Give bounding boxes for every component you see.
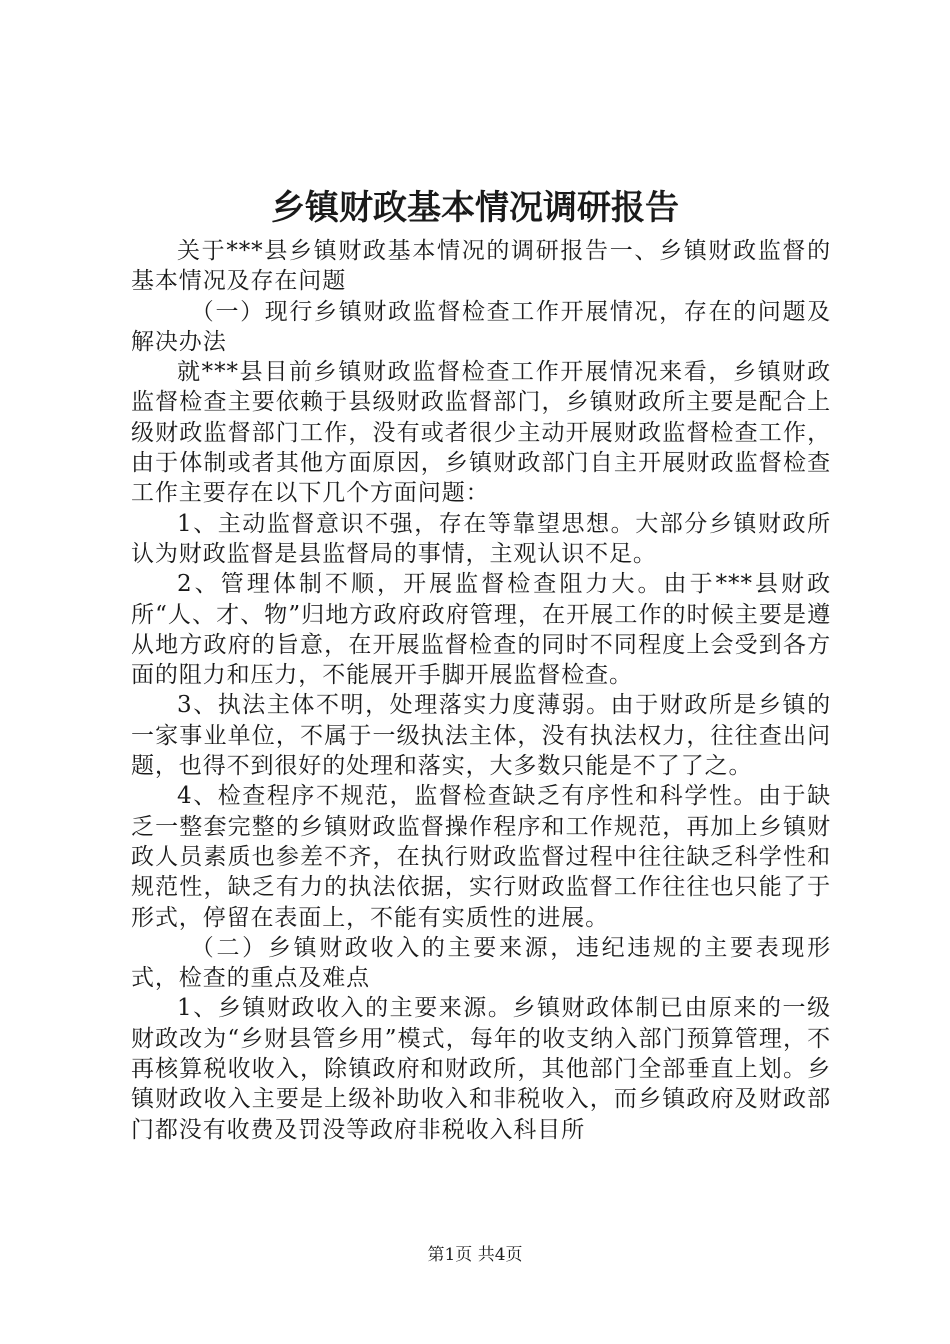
paragraph-item-2: 2、管理体制不顺，开展监督检查阻力大。由于***县财政所“人、才、物”归地方政府政府管理，在开展工作的时候主要是遵从地方政府的旨意，在开展监督检查的同时不同程度上会受到各方面的阻力和压力，不能展开手脚开展监督检查。 bbox=[131, 571, 831, 689]
document-title: 乡镇财政基本情况调研报告 bbox=[271, 188, 679, 228]
paragraph-item-4: 4、检查程序不规范，监督检查缺乏有序性和科学性。由于缺乏一整套完整的乡镇财政监督操作程序和工作规范，再加上乡镇财政人员素质也参差不齐，在执行财政监督过程中往往缺乏科学性和规范性，缺乏有力的执法依据，实行财政监督工作往往也只能了于形式，停留在表面上，不能有实质性的进展。 bbox=[131, 783, 831, 931]
paragraph-item-1: 1、主动监督意识不强，存在等靠望思想。大部分乡镇财政所认为财政监督是县监督局的事情，主观认识不足。 bbox=[131, 510, 831, 567]
page-footer: 第1页 共4页 bbox=[427, 1245, 523, 1265]
paragraph-section-2: （二）乡镇财政收入的主要来源，违纪违规的主要表现形式，检查的重点及难点 bbox=[131, 934, 831, 992]
paragraph-section-1: （一）现行乡镇财政监督检查工作开展情况，存在的问题及解决办法 bbox=[131, 298, 831, 355]
document-body bbox=[131, 236, 831, 1145]
paragraph-intro: 关于***县乡镇财政基本情况的调研报告一、乡镇财政监督的基本情况及存在问题 bbox=[131, 238, 831, 295]
paragraph-item-3: 3、执法主体不明，处理落实力度薄弱。由于财政所是乡镇的一家事业单位，不属于一级执法主体，没有执法权力，往往查出问题，也得不到很好的处理和落实，大多数只能是不了了之。 bbox=[131, 692, 831, 780]
paragraph-overview: 就***县目前乡镇财政监督检查工作开展情况来看，乡镇财政监督检查主要依赖于县级财政监督部门，乡镇财政所主要是配合上级财政监督部门工作，没有或者很少主动开展财政监督检查工作，由于体制或者其他方面原因，乡镇财政部门自主开展财政监督检查工作主要存在以下几个方面问题： bbox=[131, 359, 831, 507]
paragraph-income-sources: 1、乡镇财政收入的主要来源。乡镇财政体制已由原来的一级财政改为“乡财县管乡用”模式，每年的收支纳入部门预算管理，不再核算税收收入，除镇政府和财政所，其他部门全部垂直上划。乡镇财政收入主要是上级补助收入和非税收入，而乡镇政府及财政部门都没有收费及罚没等政府非税收入科目所 bbox=[131, 995, 831, 1143]
